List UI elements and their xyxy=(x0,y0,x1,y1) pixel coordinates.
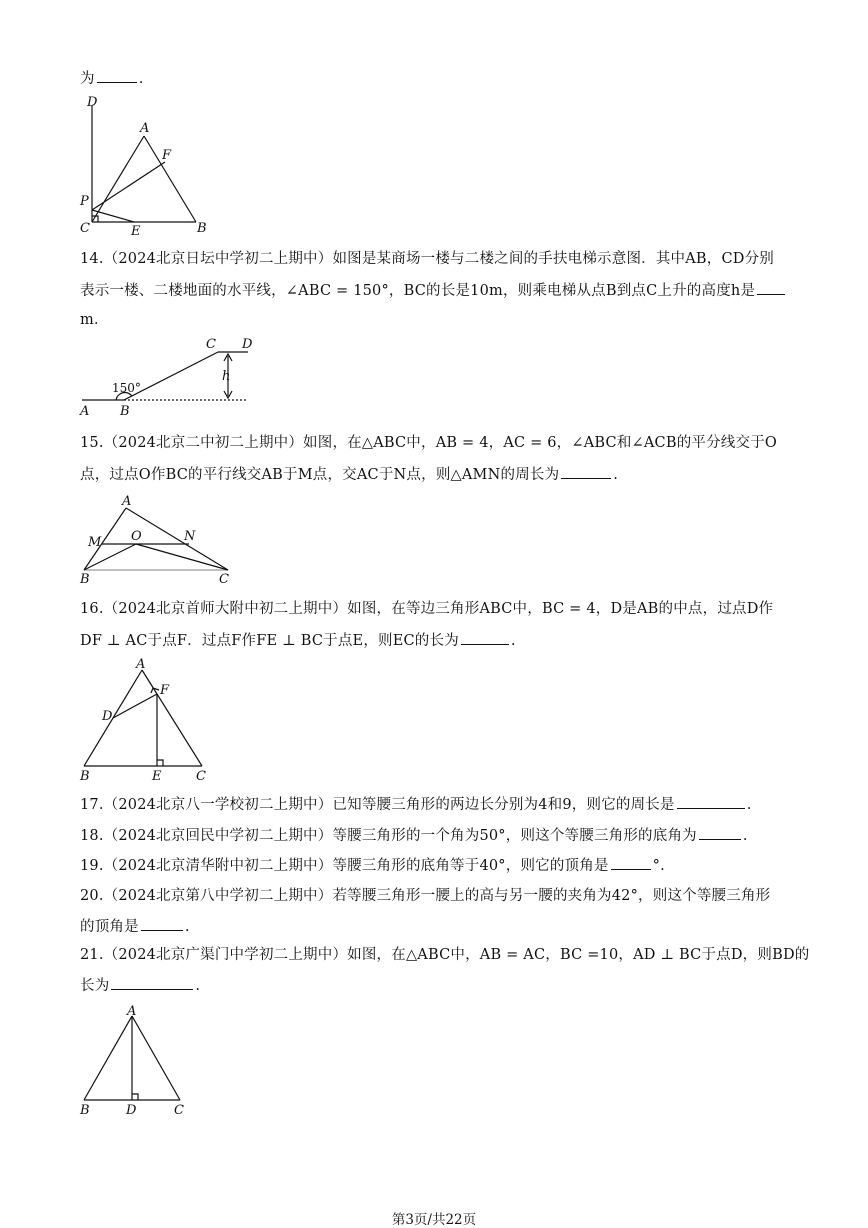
q15-line1: 15.（2024北京二中初二上期中）如图，在△ABC中，AB = 4，AC = 6，∠ABC和∠ACB的平分线交于O xyxy=(80,435,777,451)
q14-figure xyxy=(76,336,256,418)
label-A: A xyxy=(140,121,150,136)
q13-tail: 为 . xyxy=(80,68,144,89)
q14-line2: 表示一楼、二楼地面的水平线，∠ABC = 150°，BC的长是10m，则乘电梯从点B到点C上升的高度h是 xyxy=(80,280,787,301)
q17: 17.（2024北京八一学校初二上期中）已知等腰三角形的两边长分别为4和9，则它的周长是 . xyxy=(80,794,752,815)
label-B: B xyxy=(80,572,90,584)
label-E: E xyxy=(152,769,162,784)
answer-blank[interactable] xyxy=(141,916,183,931)
label-h: h xyxy=(222,369,231,384)
label-M: M xyxy=(88,535,102,550)
label-C: C xyxy=(196,769,206,784)
q19: 19.（2024北京清华附中初二上期中）等腰三角形的底角等于40°，则它的顶角是 °. xyxy=(80,855,665,876)
q18: 18.（2024北京回民中学初二上期中）等腰三角形的一个角为50°，则这个等腰三角形的底角为 . xyxy=(80,825,748,846)
q13-tail-text: 为 xyxy=(80,71,95,87)
label-F: F xyxy=(160,683,170,698)
q16-figure xyxy=(76,656,216,784)
label-A: A xyxy=(136,657,146,672)
label-C: C xyxy=(174,1103,184,1118)
label-E: E xyxy=(131,224,141,237)
label-D: D xyxy=(242,337,253,352)
label-C: C xyxy=(219,572,229,584)
answer-blank[interactable] xyxy=(97,68,137,83)
q21-figure xyxy=(76,1002,196,1122)
answer-blank[interactable] xyxy=(461,630,509,645)
label-A: A xyxy=(80,404,90,418)
label-B: B xyxy=(80,769,90,784)
q15-figure xyxy=(76,492,241,584)
label-D: D xyxy=(87,95,98,110)
label-O: O xyxy=(131,529,142,544)
q21-line2: 长为 . xyxy=(80,975,200,996)
label-B: B xyxy=(120,404,130,418)
q21-line1: 21.（2024北京广渠门中学初二上期中）如图，在△ABC中，AB = AC，BC =10，AD ⊥ BC于点D，则BD的 xyxy=(80,947,810,963)
q14-line3: m． xyxy=(80,312,109,328)
q13-figure xyxy=(76,92,216,237)
answer-blank[interactable] xyxy=(757,280,785,295)
label-angle: 150° xyxy=(112,381,141,395)
q15-line2: 点，过点O作BC的平行线交AB于M点，交AC于N点，则△AMN的周长为 . xyxy=(80,464,618,485)
label-B: B xyxy=(197,221,207,236)
label-C: C xyxy=(80,221,90,236)
label-C: C xyxy=(206,337,216,352)
label-F: F xyxy=(162,148,172,163)
answer-blank[interactable] xyxy=(111,975,193,990)
label-P: P xyxy=(80,194,89,209)
label-A: A xyxy=(122,494,132,509)
q16-line1: 16.（2024北京首师大附中初二上期中）如图，在等边三角形ABC中，BC = 4，D是AB的中点，过点D作 xyxy=(80,601,774,617)
label-D: D xyxy=(102,709,113,724)
answer-blank[interactable] xyxy=(677,794,745,809)
q20-line2: 的顶角是 . xyxy=(80,916,190,937)
page-footer: 第3页/共22页 xyxy=(391,1212,477,1228)
answer-blank[interactable] xyxy=(611,855,651,870)
q20-line1: 20.（2024北京第八中学初二上期中）若等腰三角形一腰上的高与另一腰的夹角为42°，则这个等腰三角形 xyxy=(80,888,771,904)
answer-blank[interactable] xyxy=(561,464,611,479)
label-D: D xyxy=(126,1103,137,1118)
q14-line1: 14.（2024北京日坛中学初二上期中）如图是某商场一楼与二楼之间的手扶电梯示意图．其中AB，CD分别 xyxy=(80,251,775,267)
answer-blank[interactable] xyxy=(699,825,741,840)
label-N: N xyxy=(184,529,196,544)
label-A: A xyxy=(127,1004,137,1019)
q16-line2: DF ⊥ AC于点F．过点F作FE ⊥ BC于点E，则EC的长为 . xyxy=(80,630,516,651)
label-B: B xyxy=(80,1103,90,1118)
